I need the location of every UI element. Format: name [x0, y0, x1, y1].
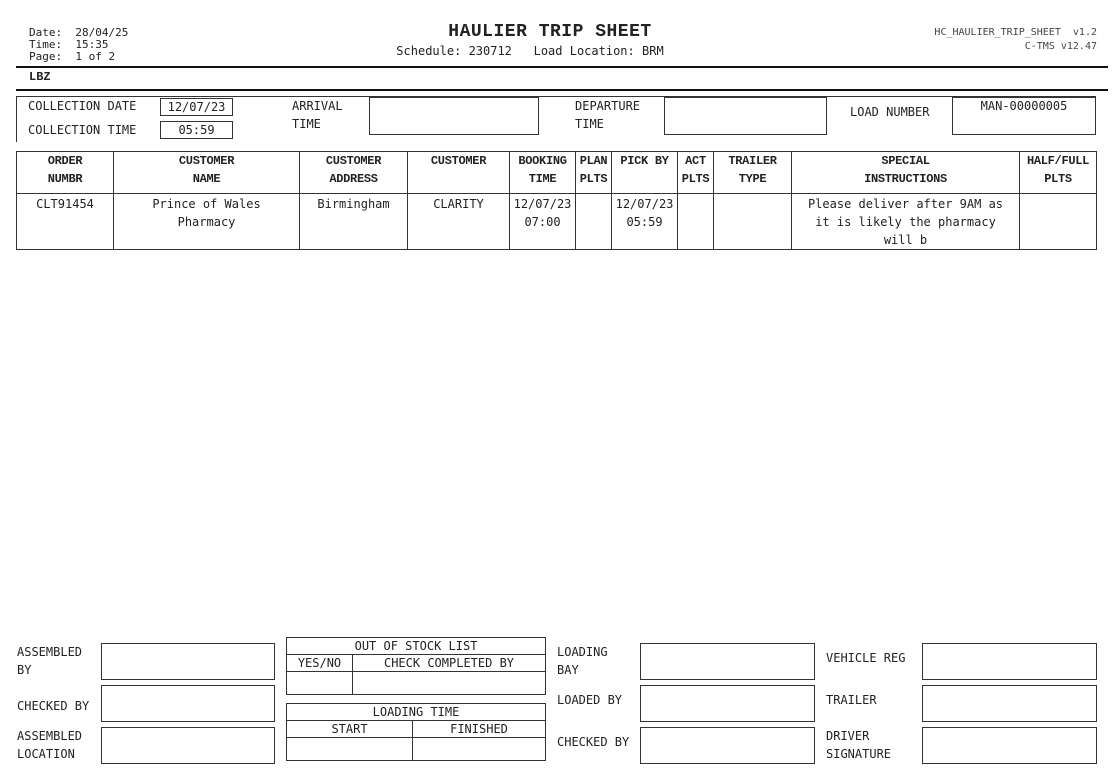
- system-version: C-TMS v12.47: [1024, 41, 1097, 52]
- half-full-plts-cell: [1020, 194, 1097, 250]
- section-rule: [16, 89, 1108, 91]
- start-field[interactable]: [287, 738, 413, 761]
- col-customer: CUSTOMER: [408, 152, 510, 194]
- customer-name-cell: Prince of Wales Pharmacy: [114, 194, 300, 250]
- col-booking-time: BOOKING TIME: [510, 152, 576, 194]
- assembled-location-label: ASSEMBLED LOCATION: [17, 729, 83, 761]
- check-completed-by-field[interactable]: [353, 672, 546, 695]
- act-plts-cell: [678, 194, 714, 250]
- order-number-cell: CLT91454: [17, 194, 114, 250]
- col-pick-by: PICK BY: [612, 152, 678, 194]
- assembled-location-field[interactable]: [101, 727, 275, 764]
- loading-bay-label: LOADING BAY: [557, 645, 608, 677]
- collection-date-field[interactable]: 12/07/23: [160, 98, 233, 116]
- time-value: 15:35: [75, 38, 109, 51]
- page-title: HAULIER TRIP SHEET: [448, 22, 652, 42]
- page-label: Page:: [29, 50, 63, 63]
- arrival-time-field[interactable]: [369, 97, 539, 135]
- col-special-instructions: SPECIAL INSTRUCTIONS: [792, 152, 1020, 194]
- load-number-field[interactable]: MAN-00000005: [952, 97, 1096, 135]
- vehicle-reg-label: VEHICLE REG: [826, 651, 906, 665]
- collection-date-label: COLLECTION DATE: [28, 99, 137, 113]
- collection-time-label: COLLECTION TIME: [28, 123, 137, 137]
- plan-plts-cell: [576, 194, 612, 250]
- checked-by-label: CHECKED BY: [17, 699, 90, 713]
- out-of-stock-grid: [286, 637, 546, 695]
- schedule-label: Schedule:: [396, 44, 462, 58]
- vehicle-reg-field[interactable]: [922, 643, 1097, 680]
- trailer-field[interactable]: [922, 685, 1097, 722]
- report-info: [934, 27, 1097, 52]
- col-act-plts: ACT PLTS: [678, 152, 714, 194]
- collection-time-field[interactable]: 05:59: [160, 121, 233, 139]
- orders-header-row: [17, 152, 1097, 194]
- loaded-by-field[interactable]: [640, 685, 815, 722]
- special-instructions-cell: Please deliver after 9AM as it is likely the pharmacy will b: [792, 194, 1020, 250]
- loading-bay-field[interactable]: [640, 643, 815, 680]
- print-meta: [29, 27, 128, 63]
- customer-address-cell: Birmingham: [300, 194, 408, 250]
- departure-time-field[interactable]: [664, 97, 827, 135]
- time-label: Time:: [29, 38, 63, 51]
- driver-signature-field[interactable]: [922, 727, 1097, 764]
- loading-time-grid: [286, 703, 546, 761]
- pick-by-cell: 12/07/23 05:59: [612, 194, 678, 250]
- col-plan-plts: PLAN PLTS: [576, 152, 612, 194]
- page-value: 1 of 2: [75, 50, 116, 63]
- assembled-by-field[interactable]: [101, 643, 275, 680]
- date-value: 28/04/25: [75, 26, 129, 39]
- report-id: HC_HAULIER_TRIP_SHEET: [934, 27, 1061, 38]
- finished-field[interactable]: [413, 738, 546, 761]
- checked-by-2-label: CHECKED BY: [557, 735, 630, 749]
- section-code: LBZ: [29, 70, 51, 84]
- load-number-label: LOAD NUMBER: [850, 105, 930, 119]
- departure-time-label: DEPARTURE TIME: [575, 99, 641, 131]
- schedule-line: [320, 44, 740, 58]
- loading-time-title: LOADING TIME: [287, 704, 546, 721]
- checked-by-2-field[interactable]: [640, 727, 815, 764]
- assembled-by-label: ASSEMBLED BY: [17, 645, 83, 677]
- col-trailer-type: TRAILER TYPE: [714, 152, 792, 194]
- yes-no-field[interactable]: [287, 672, 353, 695]
- header-rule: [16, 66, 1108, 68]
- finished-label: FINISHED: [413, 721, 546, 738]
- table-row[interactable]: [17, 194, 1097, 250]
- trailer-label: TRAILER: [826, 693, 877, 707]
- col-customer-name: CUSTOMER NAME: [114, 152, 300, 194]
- yes-no-label: YES/NO: [287, 655, 353, 672]
- check-completed-by-label: CHECK COMPLETED BY: [353, 655, 546, 672]
- load-location-value: BRM: [642, 44, 664, 58]
- start-label: START: [287, 721, 413, 738]
- booking-time-cell: 12/07/23 07:00: [510, 194, 576, 250]
- arrival-time-label: ARRIVAL TIME: [292, 99, 343, 131]
- trailer-type-cell: [714, 194, 792, 250]
- driver-signature-label: DRIVER SIGNATURE: [826, 729, 892, 761]
- load-location-label: Load Location:: [533, 44, 635, 58]
- customer-cell: CLARITY: [408, 194, 510, 250]
- col-half-full-plts: HALF/FULL PLTS: [1020, 152, 1097, 194]
- schedule-value: 230712: [468, 44, 512, 58]
- report-version: v1.2: [1072, 27, 1097, 38]
- checked-by-field[interactable]: [101, 685, 275, 722]
- loaded-by-label: LOADED BY: [557, 693, 623, 707]
- col-order-number: ORDER NUMBR: [17, 152, 114, 194]
- out-of-stock-title: OUT OF STOCK LIST: [287, 638, 546, 655]
- date-label: Date:: [29, 26, 63, 39]
- orders-table: [16, 151, 1097, 250]
- col-customer-address: CUSTOMER ADDRESS: [300, 152, 408, 194]
